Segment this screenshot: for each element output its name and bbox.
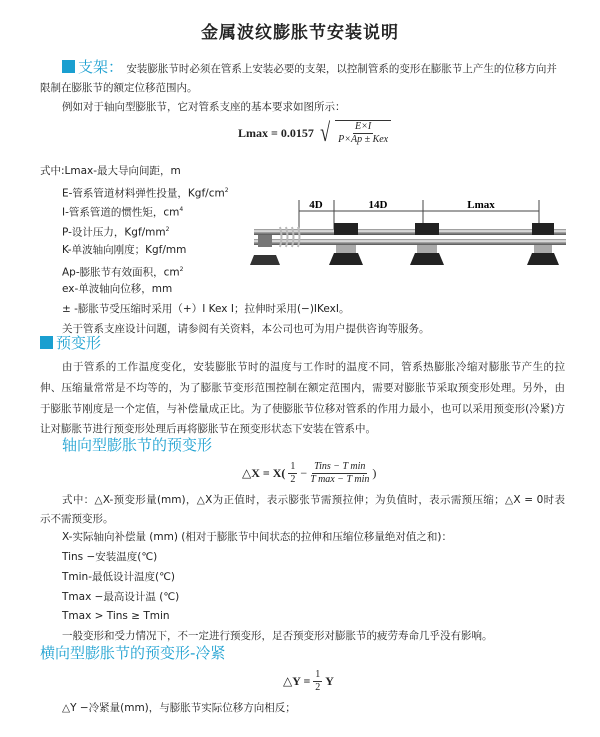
legend-item: ex-单波轴向位移，mm — [62, 283, 173, 295]
half-num: 1 — [290, 461, 296, 472]
formula-denominator: T max − T min — [310, 474, 370, 485]
formula-lhs: △Y = — [283, 674, 311, 688]
predeform-line: 伸、压缩量常常是不均等的，为了膨胀节变形范围控制在额定范围内，需要对膨胀节采取预变形处理。另外，由 — [40, 382, 565, 394]
formula-denominator: P×Ap ± Kex — [338, 134, 389, 145]
lateral-line: △Y −冷紧量(mm)，与膨胀节实际位移方向相反； — [62, 702, 296, 714]
axial-heading: 轴向型膨胀节的预变形 — [62, 436, 213, 454]
pipe-lower — [254, 239, 566, 245]
predeform-heading-text: 预变形 — [56, 334, 102, 352]
square-bullet-icon — [62, 60, 75, 73]
close-paren: ) — [372, 466, 377, 480]
minus: − — [300, 466, 308, 480]
axial-line: Tmax > Tins ≥ Tmin — [62, 610, 170, 622]
half-num: 1 — [315, 669, 321, 680]
support-base — [250, 255, 280, 265]
support-line-1: 安装膨胀节时必须在管系上安装必要的支架，以控制管系的变形在膨胀节上产生的位移方向并 — [126, 63, 557, 75]
axial-line: 一般变形和受力情况下，不一定进行预变形，足否预变形对膨胀节的疲劳寿命几乎没有影响。 — [62, 630, 493, 642]
half-den: 2 — [290, 474, 296, 485]
page-title: 金属波纹膨胀节安装说明 — [201, 23, 399, 43]
sqrt-sign: √ $\frac{E\times I}{\text{P×Ap ± Kex}}$ — [318, 120, 394, 146]
support-line-3: 例如对于轴向型膨胀节，它对管系支座的基本要求如图所示： — [62, 101, 346, 113]
lmax-formula — [238, 120, 394, 146]
legend-item: I-管系管道的惯性矩，$cm^4$ — [62, 206, 184, 219]
axial-line: Tmin-最低设计温度(℃) — [62, 571, 175, 583]
dim-label-4d: 4D — [309, 199, 323, 211]
pipe-upper — [254, 229, 566, 235]
axial-line: X-实际轴向补偿量 (mm) (相对于膨胀节中间状态的拉伸和压缩位移量绝对值之和)： — [62, 531, 452, 543]
axial-line: 式中：△X-预变形量(mm)，△X为正值时，表示膨张节需预拉伸；为负值时，表示需预压缩；△X = 0时表 — [62, 494, 565, 506]
legend-item: P-设计压力，Kgf/$mm^2$ — [62, 226, 170, 239]
legend-item: ± -膨胀节受压缩时采用（+）I Kex I；拉伸时采用(−)IKexI。 — [62, 303, 350, 315]
axial-line: Tmax −最高设计温 (℃) — [62, 591, 180, 603]
formula-lhs: △X = X( — [242, 466, 286, 480]
formula-numerator: Tins − T min — [314, 461, 366, 472]
guide-base — [329, 253, 363, 265]
support-heading-text: 支架： — [78, 58, 124, 76]
delta-x-formula — [242, 461, 376, 486]
axial-line: Tins −安装温度(℃) — [62, 551, 158, 563]
predeform-line: 让对膨胀节进行预变形处理后再将膨胀节在预变形状态下安装在管系中。 — [40, 423, 376, 435]
dim-label-14d: 14D — [368, 199, 388, 211]
formula-rhs: Y — [325, 674, 334, 688]
lateral-heading: 横向型膨胀节的预变形-冷紧 — [40, 644, 226, 662]
predeform-heading — [40, 334, 101, 352]
guide-base — [527, 253, 559, 265]
legend-item: E-管系管道材料弹性投量，Kgf/$cm^2$ — [62, 187, 229, 200]
half-den: 2 — [315, 682, 321, 693]
axial-line: 示不需预变形。 — [40, 513, 114, 525]
formula-numerator: E×I — [355, 121, 372, 132]
legend-item: K-单波轴向刚度；Kgf/mm — [62, 244, 187, 256]
guide-base — [410, 253, 444, 265]
square-bullet-icon — [40, 336, 53, 349]
support-heading — [62, 58, 123, 76]
predeform-line: 于膨胀节刚度是一个定值，与补偿量成正比。为了使膨胀节位移对管系的作用力最小，也可以采用预变形(冷紧)方 — [40, 403, 565, 415]
guide-support — [334, 223, 358, 235]
dim-label-lmax: Lmax — [467, 199, 495, 211]
support-line-2: 限制在膨胀节的额定位移范围内。 — [40, 82, 198, 94]
guide-support — [415, 223, 439, 235]
legend-item: Ap-膨胀节有效面积，$cm^2$ — [62, 266, 184, 279]
support-intro — [62, 58, 557, 76]
predeform-line: 由于管系的工作温度变化，安装膨胀节时的温度与工作时的温度不同，管系热膨胀冷缩对膨胀节产生的拉 — [62, 361, 565, 373]
formula-lhs: Lmax = 0.0157 — [238, 125, 314, 140]
legend-item: 式中:Lmax-最大导向间距，m — [40, 165, 181, 177]
delta-y-formula — [283, 669, 334, 694]
fixed-anchor — [258, 235, 272, 247]
pipe-support-diagram — [250, 195, 570, 280]
legend-item: 关于管系支座设计问题，请参阅有关资料，本公司也可为用户提供咨询等服务。 — [62, 323, 430, 335]
guide-support — [532, 223, 554, 235]
